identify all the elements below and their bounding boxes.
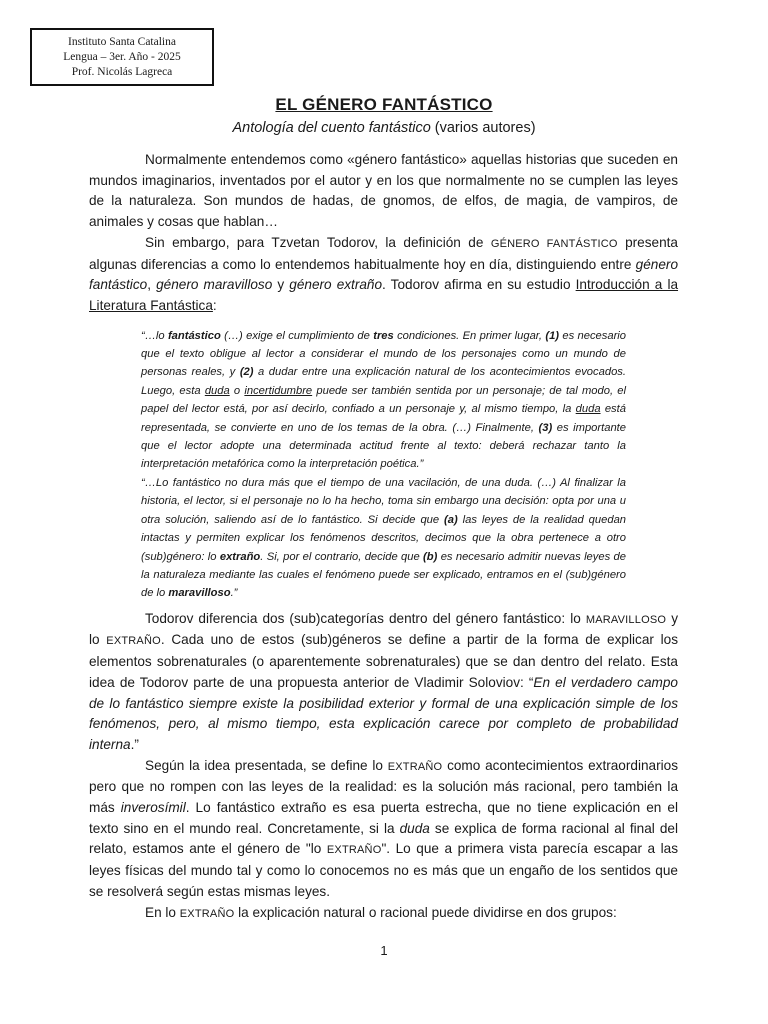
small-caps-term: EXTRAÑO <box>326 844 382 857</box>
bold-marker: (1) <box>545 329 560 342</box>
page-number: 1 <box>380 943 388 958</box>
header-box <box>30 28 214 86</box>
text-run: las leyes de la realidad quedan intactas y permiten explicar los fenómenos descritos, decimos que la obra pertenece a otro (sub)género: lo <box>141 513 627 563</box>
text-run: se explica de forma racional al final del relato, estamos ante el género de "lo <box>89 820 678 857</box>
text-run: y lo <box>89 610 678 648</box>
paragraph-3 <box>89 609 678 756</box>
text-run: . Si, por el contrario, decide que <box>260 550 424 563</box>
bold-marker: (2) <box>239 366 254 379</box>
text-run: condiciones. En primer lugar, <box>393 329 546 342</box>
text-run: Todorov diferencia dos (sub)categorías dentro del género fantástico: lo <box>145 610 586 626</box>
quote-1 <box>141 327 626 474</box>
paragraph-5 <box>89 903 678 925</box>
text-run: .” <box>230 587 238 600</box>
bold-marker: (b) <box>423 550 438 563</box>
small-caps-term: EXTRAÑO <box>387 760 443 773</box>
course-info: Lengua – 3er. Año - 2025 <box>63 51 181 63</box>
bold-marker: (a) <box>444 513 458 526</box>
paragraph-4 <box>89 756 678 903</box>
italic-term: duda <box>399 820 430 836</box>
text-run: está representada, se convierte en uno de los temas de la obra. (…) Finalmente, <box>141 403 626 434</box>
text-run: .” <box>130 736 139 752</box>
bold-term: maravilloso <box>168 587 231 600</box>
italic-term: inverosímil <box>120 800 186 816</box>
page-title: EL GÉNERO FANTÁSTICO <box>275 95 493 114</box>
text-run: Sin embargo, para Tzvetan Todorov, la definición de <box>145 234 491 250</box>
text-run: puede ser también sentida por un personaje; de tal modo, el papel del lector está, por así decirlo, confiado a un personaje y, al mismo tiempo, la <box>141 384 626 416</box>
text-run: , <box>147 277 157 293</box>
underlined-term: duda <box>575 403 601 416</box>
text-run: o <box>229 384 245 397</box>
text-run: “…Lo fantástico no dura más que el tiempo de una vacilación, de una duda. (…) Al finalizar la historia, el lector, si el personaje no lo ha hecho, toma sin embargo una decisión: opta por una u otra solución, saliendo así de lo fantástico. Si decide que <box>141 476 626 526</box>
page-subtitle <box>0 120 768 136</box>
bold-term: fantástico <box>167 329 221 342</box>
small-caps-term: EXTRAÑO <box>179 907 235 920</box>
book-title: Introducción a la Literatura Fantástica <box>89 277 679 313</box>
text-run: (…) exige el cumplimiento de <box>220 329 374 342</box>
text-run: En lo <box>145 904 180 920</box>
text-run: “…lo <box>141 329 168 342</box>
subtitle-rest: (varios autores) <box>430 120 536 136</box>
text-run: como acontecimientos extraordinarios pero que no rompen con las leyes de la realidad: es la solución más racional, pero también la más <box>89 757 678 816</box>
small-caps-term: EXTRAÑO <box>106 635 161 648</box>
underlined-term: incertidumbre <box>244 384 313 397</box>
italic-term: género extraño <box>289 277 383 293</box>
italic-term: género fantástico <box>89 256 678 293</box>
quotation-block <box>141 327 626 603</box>
document-body <box>89 150 678 924</box>
text-run: es necesario que el texto obligue al lector a considerar el mundo de los personajes como un mundo de personas reales, y <box>141 329 627 379</box>
paragraph-1: Normalmente entendemos como «género fantástico» aquellas historias que suceden en mundos imaginarios, inventados por el autor y en los que normalmente no se cumplen las leyes de la naturaleza. Son mundos de hadas, de gnomos, de elfos, de magia, de vampiros, de animales y cosas que hablan… <box>89 152 678 230</box>
bold-term: tres <box>373 329 394 342</box>
institution-name: Instituto Santa Catalina <box>68 36 176 48</box>
text-run: es importante que el lector adopte una determinada actitud frente al texto: deberá rechazar tanto la interpretación metafórica como la interpretación poética.” <box>141 421 627 471</box>
teacher-name: Prof. Nicolás Lagreca <box>71 66 173 78</box>
small-caps-term: GÉNERO FANTÁSTICO <box>490 237 618 250</box>
bold-term: extraño <box>219 550 261 563</box>
paragraph-2 <box>89 233 678 317</box>
text-run: ". Lo que a primera vista parecía escapar a las leyes físicas del mundo tal y como lo conocemos no es más que un engaño de los sentidos que se resolverá según estas mismas leyes. <box>89 841 678 899</box>
text-run: a dudar entre una explicación natural de los acontecimientos evocados. Luego, esta <box>141 366 626 397</box>
text-run: . Cada uno de estos (sub)géneros se define a partir de la forma de explicar los elementos sobrenaturales (o aparentemente sobrenaturales) que se dan dentro del relato. Esta idea de Todorov parte de una propuesta anterior de Vladimir Soloviov: “ <box>89 632 678 690</box>
bold-marker: (3) <box>538 421 553 434</box>
text-run: Según la idea presentada, se define lo <box>145 757 388 773</box>
text-run: . Todorov afirma en su estudio <box>382 277 576 293</box>
italic-quote: En el verdadero campo de lo fantástico siempre existe la posibilidad exterior y formal de una explicación simple de los fenómenos, pero, al mismo tiempo, esta explicación carece por completo de probabilidad interna <box>89 674 678 752</box>
subtitle-italic: Antología del cuento fantástico <box>232 120 431 136</box>
underlined-term: duda <box>204 384 230 397</box>
small-caps-term: MARAVILLOSO <box>585 613 667 626</box>
quote-2 <box>141 474 626 603</box>
text-run: es necesario admitir nuevas leyes de la naturaleza mediante las cuales el fenómeno puede ser explicado, entramos en el (sub)género de lo <box>141 550 626 600</box>
text-run: : <box>212 297 217 313</box>
text-run: y <box>272 277 290 293</box>
text-run: presenta algunas diferencias a como lo entendemos habitualmente hoy en día, distinguiendo entre <box>89 234 678 272</box>
text-run: . Lo fantástico extraño es esa puerta estrecha, que no tiene explicación en el texto sino en el mundo real. Concretamente, si la <box>89 800 678 836</box>
italic-term: género maravilloso <box>156 277 273 293</box>
text-run: la explicación natural o racional puede dividirse en dos grupos: <box>234 904 617 920</box>
